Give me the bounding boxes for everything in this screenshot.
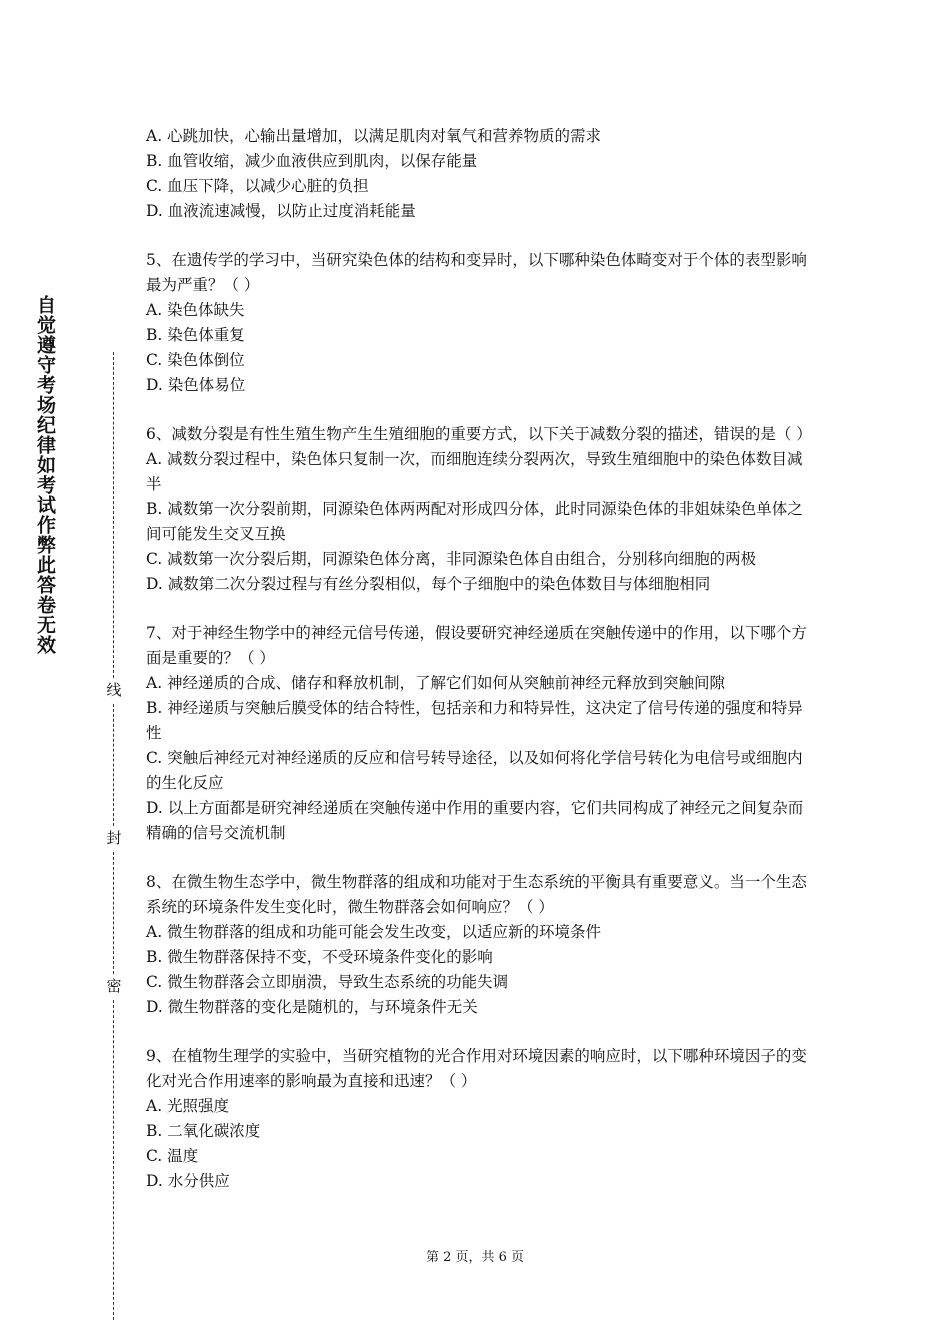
page-number: 第 2 页，共 6 页 bbox=[425, 1250, 525, 1265]
option-d: D. 染色体易位 bbox=[146, 376, 246, 394]
question-8 bbox=[146, 870, 810, 1020]
question-stem: 7、对于神经生物学中的神经元信号传递，假设要研究神经递质在突触传递中的作用，以下哪个方面是重要的？（ ） bbox=[146, 624, 807, 667]
option-b: B. 染色体重复 bbox=[146, 326, 245, 344]
question-4-continued bbox=[146, 124, 810, 224]
question-stem: 5、在遗传学的学习中，当研究染色体的结构和变异时，以下哪种染色体畸变对于个体的表型影响最为严重？（ ） bbox=[146, 251, 807, 294]
question-stem: 8、在微生物生态学中，微生物群落的组成和功能对于生态系统的平衡具有重要意义。当一个生态系统的环境条件发生变化时，微生物群落会如何响应？（ ） bbox=[146, 873, 807, 916]
option-b: B. 微生物群落保持不变，不受环境条件变化的影响 bbox=[146, 948, 493, 966]
option-d: D. 微生物群落的变化是随机的，与环境条件无关 bbox=[146, 998, 478, 1016]
option-a: A. 神经递质的合成、储存和释放机制，了解它们如何从突触前神经元释放到突触间隙 bbox=[146, 674, 726, 692]
option-c: C. 减数第一次分裂后期，同源染色体分离，非同源染色体自由组合，分别移向细胞的两极 bbox=[146, 550, 757, 568]
option-a: A. 减数分裂过程中，染色体只复制一次，而细胞连续分裂两次，导致生殖细胞中的染色体数目减半 bbox=[146, 450, 803, 493]
exam-discipline-warning: 自觉遵守考场纪律如考试作弊此答卷无效 bbox=[34, 295, 56, 655]
option-b: B. 二氧化碳浓度 bbox=[146, 1122, 261, 1140]
question-stem: 6、减数分裂是有性生殖生物产生生殖细胞的重要方式，以下关于减数分裂的描述，错误的是（ ） bbox=[146, 425, 812, 443]
question-6 bbox=[146, 422, 810, 597]
option-c: C. 染色体倒位 bbox=[146, 351, 245, 369]
option-d: D. 减数第二次分裂过程与有丝分裂相似，每个子细胞中的染色体数目与体细胞相同 bbox=[146, 575, 711, 593]
option-a: A. 光照强度 bbox=[146, 1097, 230, 1115]
binding-mark-seal: 封 bbox=[106, 829, 122, 847]
option-c: C. 微生物群落会立即崩溃，导致生态系统的功能失调 bbox=[146, 973, 509, 991]
binding-line bbox=[113, 704, 114, 826]
option-b: B. 神经递质与突触后膜受体的结合特性，包括亲和力和特异性，这决定了信号传递的强度和特异性 bbox=[146, 699, 803, 742]
question-stem: 9、在植物生理学的实验中，当研究植物的光合作用对环境因素的响应时，以下哪种环境因子的变化对光合作用速率的影响最为直接和迅速？（ ） bbox=[146, 1047, 807, 1090]
option-d: D. 血液流速减慢，以防止过度消耗能量 bbox=[146, 202, 416, 220]
binding-mark-secret: 密 bbox=[106, 977, 122, 995]
binding-mark-line: 线 bbox=[106, 681, 122, 699]
option-a: A. 微生物群落的组成和功能可能会发生改变，以适应新的环境条件 bbox=[146, 923, 602, 941]
question-7 bbox=[146, 621, 810, 846]
option-a: A. 染色体缺失 bbox=[146, 301, 245, 319]
binding-line bbox=[113, 852, 114, 974]
question-9 bbox=[146, 1044, 810, 1194]
option-c: C. 突触后神经元对神经递质的反应和信号转导途径，以及如何将化学信号转化为电信号或细胞内的生化反应 bbox=[146, 749, 803, 792]
question-5 bbox=[146, 248, 810, 398]
option-b: B. 减数第一次分裂前期，同源染色体两两配对形成四分体，此时同源染色体的非姐妹染色单体之间可能发生交叉互换 bbox=[146, 500, 803, 543]
option-d: D. 以上方面都是研究神经递质在突触传递中作用的重要内容，它们共同构成了神经元之间复杂而精确的信号交流机制 bbox=[146, 799, 804, 842]
option-c: C. 血压下降，以减少心脏的负担 bbox=[146, 177, 369, 195]
binding-line bbox=[113, 1000, 114, 1320]
binding-line bbox=[113, 352, 114, 678]
question-list bbox=[146, 124, 810, 1218]
option-c: C. 温度 bbox=[146, 1147, 199, 1165]
option-d: D. 水分供应 bbox=[146, 1172, 230, 1190]
option-a: A. 心跳加快，心输出量增加，以满足肌肉对氧气和营养物质的需求 bbox=[146, 127, 602, 145]
option-b: B. 血管收缩，减少血液供应到肌肉，以保存能量 bbox=[146, 152, 478, 170]
